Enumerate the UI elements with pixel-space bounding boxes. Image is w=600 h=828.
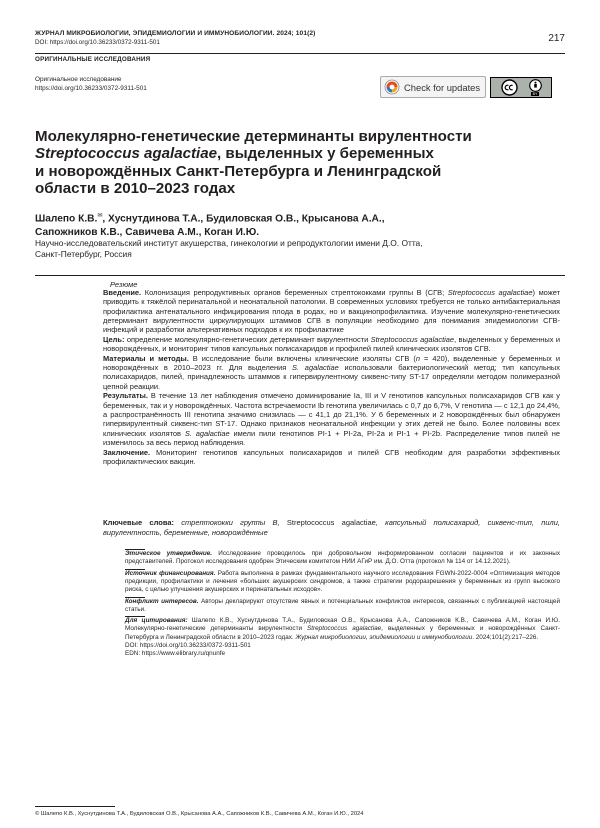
authors-line-2: Сапожников К.В., Савичева А.М., Коган И.Ю. <box>35 226 260 238</box>
abstract-heading: Резюме <box>110 280 138 289</box>
aim-text: определение молекулярно-генетических детерминант вирулентности <box>124 334 371 344</box>
results-species: S. agalactiae <box>184 428 230 438</box>
conflict-text: Авторы декларируют отсутствие явных и потенциальных конфликтов интересов, связанных с публикацией настоящей статьи. <box>125 597 561 613</box>
intro-species: Streptococcus agalactiae <box>447 288 533 297</box>
aim-text-cont: , выделенных у беременных и новорождённых, и мониторинг типов капсульных полисахаридов и профилей пилей клинических изолятов СГВ. <box>103 334 560 354</box>
first-author: Шалепо К.В. <box>35 213 98 225</box>
by-label: BY <box>532 91 538 96</box>
journal-name: ЖУРНАЛ МИКРОБИОЛОГИИ, ЭПИДЕМИОЛОГИИ И ИММУНОБИОЛОГИИ. 2024; 101(2) <box>35 30 316 37</box>
cite-volume: . 2024;101(2):217–226. <box>472 633 539 641</box>
keywords <box>103 518 560 537</box>
title-line-3: и новорождённых Санкт-Петербурга и Ленинградской <box>35 162 442 180</box>
intro-text-cont: ) может приводить к тяжёлой перинатальной и неонатальной патологии. В современных условиях требуется не только антибактериальная профилактика антенатального инфицирования плода в родах, но и вакцинопрофилактика. Изучение молекулярно-генетических детерминант вирулентности циркулирующих штаммов СГВ в популяции необходимо для понимания эпидемиологии СГВ-инфекций и разработки альтернативных подходов к их профилактике <box>103 288 560 335</box>
abstract <box>103 288 560 516</box>
running-header <box>35 30 565 63</box>
cite-doi-link[interactable]: DOI: https://doi.org/10.36233/0372-9311-501 <box>125 641 251 649</box>
title-line-2-rest: , выделенных у беременных <box>217 145 434 163</box>
check-updates-label: Check for updates <box>404 81 481 93</box>
article-type <box>35 75 147 93</box>
funding-note <box>125 569 560 594</box>
ethics-note <box>125 549 560 566</box>
conclusion-label: Заключение. <box>103 447 151 457</box>
methods-text: В исследование были включены клинические изоляты СГВ ( <box>188 353 416 363</box>
corresponding-mark: ✉ <box>97 213 103 219</box>
funding-text: Работа выполнена в рамках фундаментального научного исследования FGWN-2022-0004 «Оптимизация методов предикции, профилактики и лечения «больших акушерских синдромов, а также стратегии родоразрешения у беременных из групп высокого риска, с целью улучшения акушерских и перинатальных исходов». <box>125 569 561 594</box>
header-doi[interactable]: DOI: https://doi.org/10.36233/0372-9311-501 <box>35 39 160 46</box>
cite-species: Streptococcus agalactiae <box>307 625 382 633</box>
funding-label: Источник финансирования. <box>125 569 216 577</box>
footer-divider <box>35 806 115 807</box>
abstract-introduction <box>103 288 560 334</box>
methods-species: S. agalactiae <box>292 363 339 373</box>
aim-species: Streptococcus agalactiae <box>370 334 455 344</box>
badges <box>380 76 552 98</box>
check-for-updates-button[interactable] <box>380 76 486 98</box>
authors-line-1 <box>35 210 575 226</box>
article-title <box>35 128 575 198</box>
title-line-2 <box>35 145 575 162</box>
methods-text-end: использовали бактериологический метод; тип капсульных полисахаридов, пилей, принадлежность штаммов к гипервирулентному сиквенс-типу ST-17 определяли методом полимеразной цепной реакции. <box>103 363 560 391</box>
cc-icon <box>501 79 518 96</box>
citation-note <box>125 616 560 658</box>
affiliation-line-2: Санкт-Петербург, Россия <box>35 249 132 260</box>
affiliation-line-1: Научно-исследовательский институт акушерства, гинекологии и репродуктологии имени Д.О. Отта, <box>35 238 423 248</box>
ethics-label: Этическое утверждение. <box>125 550 213 557</box>
title-line-1: Молекулярно-генетические детерминанты вирулентности <box>35 128 472 145</box>
methods-n: n <box>415 353 421 363</box>
conflict-note <box>125 597 560 614</box>
methods-label: Материалы и методы. <box>103 353 189 363</box>
abstract-conclusion <box>103 448 560 467</box>
copyright-footer: © Шалепо К.В., Хуснутдинова Т.А., Будиловская О.В., Крысанова А.А., Сапожников К.В., Савичева А.М., Коган И.Ю., 2024 <box>35 811 364 817</box>
authors <box>35 210 575 240</box>
results-text: В течение 13 лет наблюдения отмечено доминирование Ia, III и V генотипов капсульных полисахаридов СГВ как у беременных, так и у новорождённых. Частота встречаемости Ib генотипа увеличилась с 0,7 до 6,7%, V генотипа — с 12,1 до 24,4%, а распространённость III генотипа значимо снизилась — с 41,1 до 21,1%. У 6 беременных и 2 новорождённых был обнаружен гипервирулентный сиквенс-тип ST-17. Однако признаков неонатальной инфекции у этих детей не было. Более половины всех клинических изолятов <box>103 391 560 438</box>
ethics-text: Исследование проводилось при добровольном информированном согласии пациентов и их законных представителей. Протокол исследования одобрен Этическим комитетом НИИ АГиР им. Д.О. Отта (протокол № 114 от 14.12.2021). <box>125 550 560 566</box>
results-text-cont: имели пили генотипов PI-1 + PI-2a, PI-2a и PI-1 + PI-2b. Распределение типов пилей не изменилось за весь период наблюдения. <box>103 428 560 447</box>
article-notes <box>125 549 560 660</box>
keywords-text-cont: , капсульный полисахарид, сиквенс-тип, пили, вирулентность, беременные, новорождённые <box>103 518 561 537</box>
cite-journal: Журнал микробиологии, эпидемиологии и иммунобиологии <box>295 633 473 641</box>
intro-text: Колонизация репродуктивных органов беременных стрептококками группы В (СГВ; <box>141 288 448 297</box>
methods-text-cont: = 420), выделенные у беременных и новорождённых в 2010–2023 гг. Для выделения <box>103 353 560 373</box>
cite-edn-link[interactable]: EDN: https://www.elibrary.ru/qnunfe <box>125 649 226 657</box>
affiliation <box>35 238 575 261</box>
conclusion-text: Мониторинг генотипов капсульных полисахаридов и пилей СГВ необходим для разработки эффективных профилактических вакцин. <box>103 447 560 466</box>
keywords-species: Streptococcus agalactiae <box>286 518 376 527</box>
conflict-label: Конфликт интересов. <box>125 597 199 605</box>
cc-by-license-badge[interactable] <box>490 77 552 98</box>
keywords-label: Ключевые слова: <box>103 518 175 527</box>
results-label: Результаты. <box>103 391 148 401</box>
article-type-label: Оригинальное исследование <box>35 76 122 83</box>
title-species: Streptococcus agalactiae <box>35 145 218 163</box>
cite-label: Для цитирования: <box>125 617 188 625</box>
abstract-divider <box>35 275 565 276</box>
authors-line-1-rest: , Хуснутдинова Т.А., Будиловская О.В., Крысанова А.А., <box>102 213 385 225</box>
keywords-text: стрептококки группы В, <box>174 518 287 527</box>
abstract-results <box>103 391 560 447</box>
section-label: ОРИГИНАЛЬНЫЕ ИССЛЕДОВАНИЯ <box>35 56 151 63</box>
header-divider <box>35 53 565 54</box>
title-line-4: области в 2010–2023 годах <box>35 180 236 198</box>
page-number: 217 <box>548 33 565 44</box>
article-doi-link[interactable]: https://doi.org/10.36233/0372-9311-501 <box>35 85 147 92</box>
aim-label: Цель: <box>103 334 125 344</box>
abstract-methods <box>103 354 560 391</box>
abstract-aim <box>103 335 560 354</box>
by-icon <box>529 79 542 92</box>
cite-text-cont: , выделенных у беременных и новорождённых Санкт-Петербурга и Ленинградской области в 2010–2023 годах. <box>125 625 560 641</box>
intro-label: Введение. <box>103 288 142 297</box>
check-updates-icon <box>384 79 400 95</box>
cite-text: Шалепо К.В., Хуснутдинова Т.А., Будиловская О.В., Крысанова А.А., Сапожников К.В., Савичева А.М., Коган И.Ю. Молекулярно-генетические детерминанты вирулентности <box>125 617 560 633</box>
